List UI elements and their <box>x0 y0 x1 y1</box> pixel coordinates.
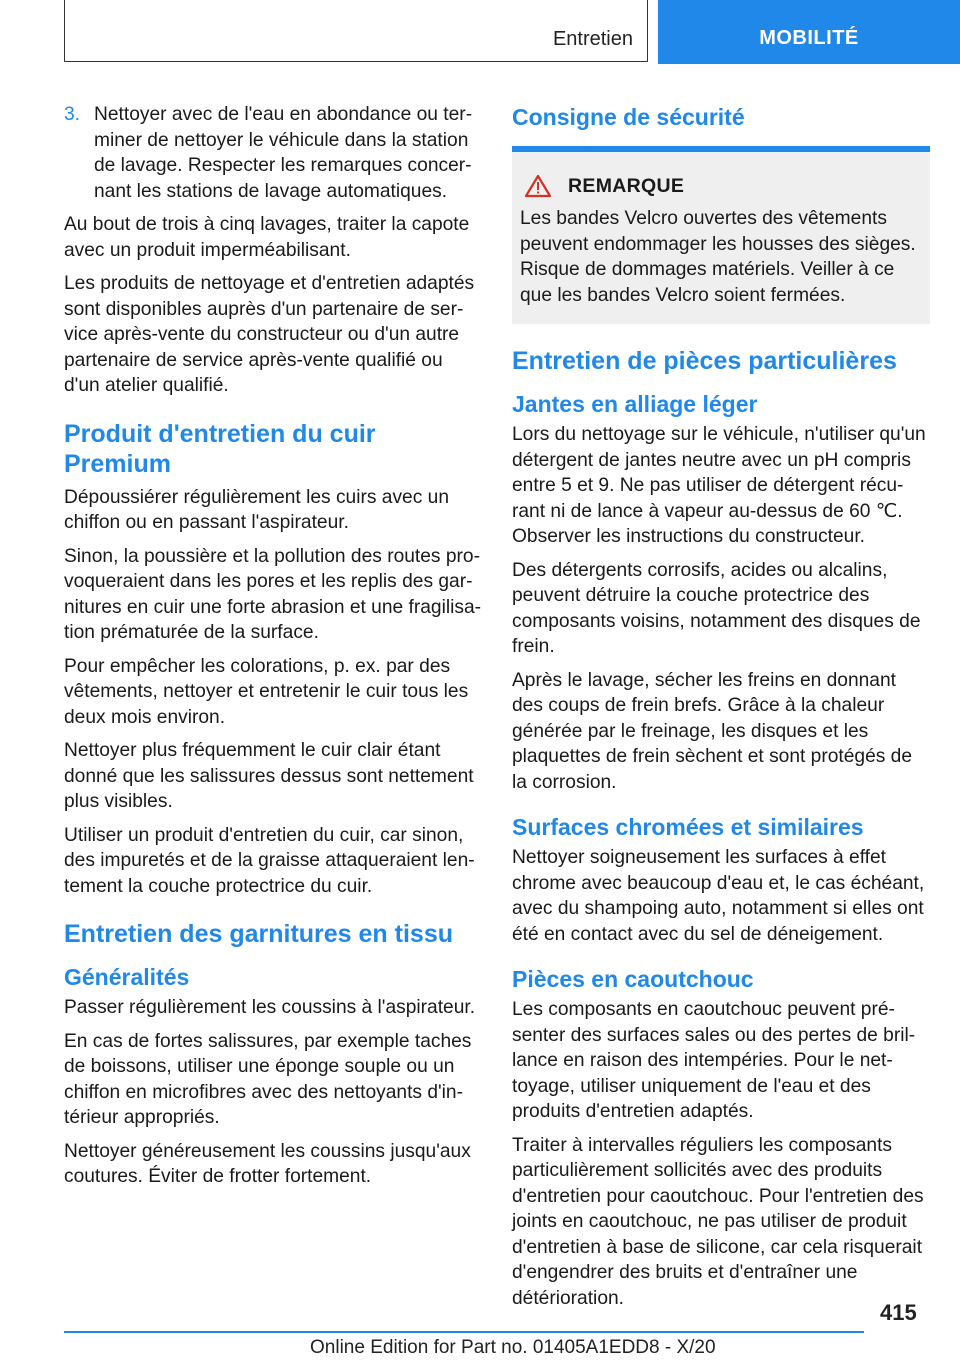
chapter-tab[interactable]: MOBILITÉ <box>658 0 960 64</box>
heading-general: Généralités <box>64 964 190 990</box>
paragraph: En cas de fortes salissures, par exemple taches de boissons, utiliser une éponge souple ou un chiffon en microfibres avec des nettoyants d'intérieur appropriés. <box>64 1030 472 1128</box>
paragraph: Nettoyer plus fréquemment le cuir clair étant donné que les salissures dessus sont nettement plus visibles. <box>64 740 474 812</box>
edition-footer: Online Edition for Part no. 01405A1EDD8 - X/20 <box>310 1337 716 1358</box>
notice-label: REMARQUE <box>568 174 685 197</box>
paragraph: Au bout de trois à cinq lavages, traiter la capote avec un produit imperméabilisant. <box>64 214 470 261</box>
step-text: Nettoyer avec de l'eau en abondance ou terminer de nettoyer le véhicule dans la station de lavage. Respecter les remarques concernant les stations de lavage automatiques. <box>94 104 473 202</box>
paragraph: Utiliser un produit d'entretien du cuir, car sinon, des impuretés et de la graisse attaqueraient lentement la couche protectrice du cuir. <box>64 824 475 897</box>
right-column <box>512 102 930 1319</box>
heading-fabric-care: Entretien des garnitures en tissu <box>64 920 453 948</box>
warning-triangle-icon <box>524 174 552 198</box>
page-header <box>0 0 960 66</box>
paragraph: Les produits de nettoyage et d'entretien adaptés sont disponibles auprès d'un partenaire de service après-vente du constructeur ou d'un autre partenaire de service après-vente qualifié ou d'un atelier qualifié. <box>64 273 475 396</box>
heading-alloy-rims: Jantes en alliage léger <box>512 391 758 417</box>
paragraph: Les composants en caoutchouc peuvent présenter des surfaces sales ou des pertes de brillance en raison des intempéries. Pour le nettoyage, utiliser uniquement de l'eau et des produits d'entretien adaptés. <box>512 999 916 1122</box>
footer-divider <box>64 1331 864 1333</box>
notice-header <box>520 174 922 198</box>
paragraph: Des détergents corrosifs, acides ou alcalins, peuvent détruire la couche protectrice des composants voisins, notamment des disques de frein. <box>512 559 921 657</box>
heading-leather-care: Produit d'entretien du cuir Premium <box>64 419 376 478</box>
notice-text: Les bandes Velcro ouvertes des vêtements peuvent endommager les housses des sièges. Risque de dommages matériels. Veiller à ce que les bandes Velcro soient fermées. <box>520 208 916 306</box>
notice-box <box>512 146 930 324</box>
paragraph: Traiter à intervalles réguliers les composants particulièrement sollicités avec des produits d'entretien pour caoutchouc. Pour l'entretien des joints en caoutchouc, ne pas utiliser de produit d'entretien à base de silicone, car cela risquerait d'engendrer des bruits et d'entraîner une détérioration. <box>512 1134 924 1309</box>
step-number: 3. <box>64 104 81 125</box>
paragraph: Passer régulièrement les coussins à l'aspirateur. <box>64 997 476 1018</box>
left-column <box>64 102 482 1198</box>
heading-chrome: Surfaces chromées et similaires <box>512 814 864 840</box>
heading-safety: Consigne de sécurité <box>512 104 745 130</box>
paragraph: Sinon, la poussière et la pollution des routes provoqueraient dans les pores et les replis des garnitures en cuir une forte abrasion et une fragilisation prématurée de la surface. <box>64 545 482 643</box>
heading-rubber: Pièces en caoutchouc <box>512 966 754 992</box>
header-section-box <box>64 0 648 62</box>
page-number: 415 <box>880 1300 917 1325</box>
section-title: Entretien <box>552 28 633 50</box>
step-item <box>64 102 482 204</box>
paragraph: Lors du nettoyage sur le véhicule, n'utiliser qu'un détergent de jantes neutre avec un pH compris entre 5 et 9. Ne pas utiliser de détergent récurant ni de lance à vapeur au-dessus de 60 ℃. Observer les instructions du constructeur. <box>512 424 926 547</box>
paragraph: Pour empêcher les colorations, p. ex. par des vêtements, nettoyer et entretenir le cuir tous les deux mois environ. <box>64 655 469 728</box>
heading-special-parts: Entretien de pièces particulières <box>512 347 897 375</box>
paragraph: Après le lavage, sécher les freins en donnant des coups de frein brefs. Grâce à la chaleur générée par le freinage, les disques et les plaquettes de frein sèchent et sont protégés de la corrosion. <box>512 669 913 793</box>
paragraph: Dépoussiérer régulièrement les cuirs avec un chiffon ou en passant l'aspirateur. <box>64 486 449 533</box>
paragraph: Nettoyer généreusement les coussins jusqu'aux coutures. Éviter de frotter fortement. <box>64 1140 471 1187</box>
paragraph: Nettoyer soigneusement les surfaces à effet chrome avec beaucoup d'eau et, le cas échéant, avec du shampoing auto, notamment si elles ont été en contact avec du sel de déneigement. <box>512 847 925 945</box>
